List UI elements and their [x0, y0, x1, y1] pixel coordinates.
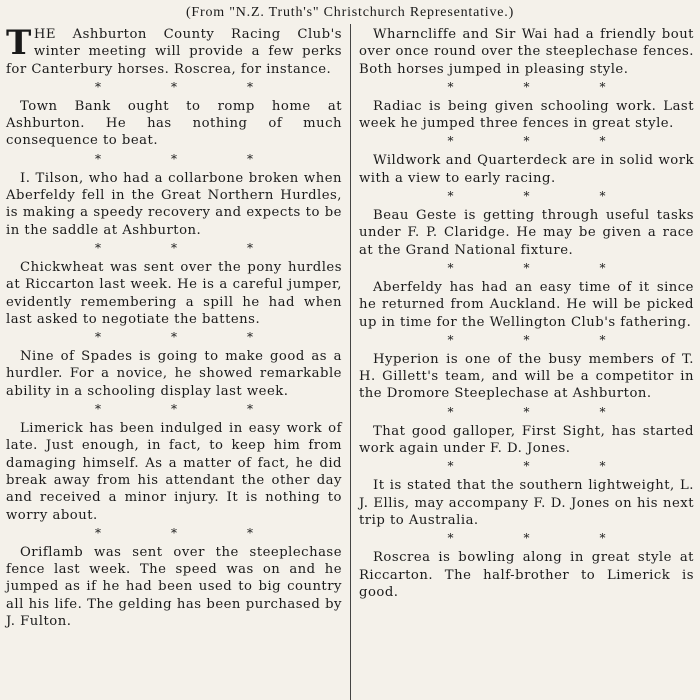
article-paragraph: Hyperion is one of the busy members of T. H. Gillett's team, and will be a competitor in the Dromore Steeplechase at Ashburton.: [359, 351, 694, 402]
article-paragraph: That good galloper, First Sight, has started work again under F. D. Jones.: [359, 423, 694, 457]
byline-header: (From "N.Z. Truth's" Christchurch Representative.): [185, 5, 515, 20]
star-separator: * * *: [95, 79, 253, 94]
article-paragraph: Wharncliffe and Sir Wai had a friendly bout over once round over the steeplechase fences. Both horses jumped in pleasing style.: [359, 27, 694, 77]
article-paragraph: I. Tilson, who had a collarbone broken when Aberfeldy fell in the Great Northern Hurdles, is making a speedy recovery and expects to be in the saddle at Ashburton.: [6, 170, 342, 238]
columns: [2, 24, 698, 700]
article-paragraph: Radiac is being given schooling work. Last week he jumped three fences in great style.: [359, 98, 694, 132]
drop-cap: T: [6, 24, 32, 63]
left-column: [2, 24, 350, 700]
star-separator: * * *: [447, 332, 606, 347]
right-column: [350, 24, 698, 700]
article-paragraph: Chickwheat was sent over the pony hurdles at Riccarton last week. He is a careful jumper, evidently remembering a spill he had when last asked to negotiate the battens.: [6, 259, 342, 327]
star-separator: * * *: [95, 151, 253, 166]
article-paragraph: Aberfeldy has had an easy time of it since he returned from Auckland. He will be picked up in time for the Wellington Club's fathering.: [359, 279, 694, 330]
article-paragraph: It is stated that the southern lightweight, L. J. Ellis, may accompany F. D. Jones on his next trip to Australia.: [359, 478, 694, 528]
star-separator: * * *: [447, 260, 606, 275]
article-paragraph: Limerick has been indulged in easy work of late. Just enough, in fact, to keep him from damaging himself. As a matter of fact, he did break away from his attendant the other day and received a minor injury. It is nothing to worry about.: [6, 421, 342, 523]
article-paragraph: Oriflamb was sent over the steeplechase fence last week. The speed was on and he jumped as if he had been used to big country all his life. The gelding has been purchased by J. Fulton.: [6, 544, 342, 630]
star-separator: * * *: [447, 134, 606, 149]
star-separator: * * *: [447, 79, 606, 94]
article-paragraph: Roscrea is bowling along in great style at Riccarton. The half-brother to Limerick is good.: [359, 550, 694, 600]
star-separator: * * *: [447, 404, 606, 419]
article-paragraph: Wildwork and Quarterdeck are in solid work with a view to early racing.: [359, 153, 694, 186]
star-separator: * * *: [95, 240, 253, 255]
star-separator: * * *: [95, 402, 253, 417]
article-paragraph: Beau Geste is getting through useful tasks under F. P. Claridge. He may be given a race at the Grand National fixture.: [359, 208, 694, 258]
star-separator: * * *: [447, 189, 606, 204]
article-paragraph: Town Bank ought to romp home at Ashburton. He has nothing of much consequence to beat.: [6, 98, 342, 149]
article-paragraph: Nine of Spades is going to make good as a hurdler. For a novice, he showed remarkable ability in a schooling display last week.: [6, 349, 342, 399]
star-separator: * * *: [447, 531, 606, 546]
star-separator: * * *: [95, 330, 253, 345]
star-separator: * * *: [447, 459, 606, 474]
article-paragraph: THE Ashburton County Racing Club's winter meeting will provide a few perks for Canterbury horses. Roscrea, for instance.: [6, 24, 342, 77]
star-separator: * * *: [95, 525, 253, 540]
